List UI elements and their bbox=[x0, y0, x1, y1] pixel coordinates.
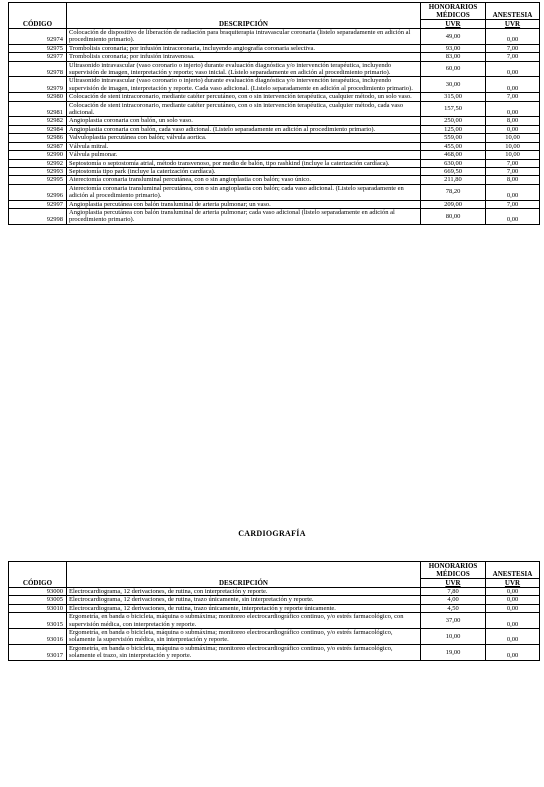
anestesia-cell: 0,00 bbox=[486, 596, 540, 604]
description-cell: Angioplastia percutánea con balón transluminal de arteria pulmonar; un vaso. bbox=[67, 200, 421, 208]
anestesia-cell: 10,00 bbox=[486, 151, 540, 159]
anestesia-cell: 0,00 bbox=[486, 629, 540, 645]
honorarios-cell: 80,00 bbox=[421, 208, 486, 224]
description-cell: Válvula mitral. bbox=[67, 142, 421, 150]
table-row bbox=[9, 142, 540, 150]
anestesia-cell: 8,00 bbox=[486, 176, 540, 184]
table-row bbox=[9, 125, 540, 133]
code-cell: 93005 bbox=[9, 596, 67, 604]
honorarios-cell: 157,50 bbox=[421, 101, 486, 117]
anestesia-cell: 0,00 bbox=[486, 208, 540, 224]
description-cell: Septostomía o septostomía atrial, método transvenoso, por medio de balón, tipo rashkind (incluye la caterización cardíaca). bbox=[67, 159, 421, 167]
honorarios-cell: 7,80 bbox=[421, 588, 486, 596]
anestesia-cell: 7,00 bbox=[486, 44, 540, 52]
header-anestesia: ANESTESIA bbox=[486, 562, 540, 579]
table-row bbox=[9, 588, 540, 596]
table-row bbox=[9, 644, 540, 660]
code-cell: 93015 bbox=[9, 613, 67, 629]
code-cell: 93017 bbox=[9, 644, 67, 660]
code-cell: 93016 bbox=[9, 629, 67, 645]
table-row bbox=[9, 93, 540, 101]
table-row bbox=[9, 117, 540, 125]
code-cell: 92975 bbox=[9, 44, 67, 52]
description-cell: Trombolisis coronaria; por infusión intracoronaria, incluyendo angiografía coronaria selectiva. bbox=[67, 44, 421, 52]
honorarios-cell: 211,80 bbox=[421, 176, 486, 184]
description-cell: Angioplastia coronaria con balón, cada vaso adicional. (Listelo separadamente en adición al procedimiento primario). bbox=[67, 125, 421, 133]
table-row bbox=[9, 134, 540, 142]
description-cell: Colocación de stent intracoronario, mediante catéter percutáneo, con o sin intervención terapéutica, cualquier método, cada vaso adicional. bbox=[67, 101, 421, 117]
header-uvr-honorarios: UVR bbox=[421, 20, 486, 29]
code-cell: 92982 bbox=[9, 117, 67, 125]
code-cell: 93000 bbox=[9, 588, 67, 596]
table-row bbox=[9, 29, 540, 45]
description-cell: Ergometría, en banda o bicicleta, máquina o submáxima; monitoreo electrocardiográfico continuo, y/o estrés farmacológico, solamente el trazo, sin interpretación y reporte. bbox=[67, 644, 421, 660]
honorarios-cell: 315,00 bbox=[421, 93, 486, 101]
anestesia-cell: 8,00 bbox=[486, 117, 540, 125]
description-cell: Aterectomía coronaria transluminal percutánea, con o sin angioplastia con balón; vaso único. bbox=[67, 176, 421, 184]
description-cell: Aterectomía coronaria transluminal percutánea, con o sin angioplastia con balón; cada vaso adicional. (Listelo separadamente en adición al procedimiento primario). bbox=[67, 184, 421, 200]
honorarios-cell: 78,20 bbox=[421, 184, 486, 200]
honorarios-cell: 4,50 bbox=[421, 604, 486, 612]
anestesia-cell: 0,00 bbox=[486, 613, 540, 629]
code-cell: 92995 bbox=[9, 176, 67, 184]
code-cell: 92990 bbox=[9, 151, 67, 159]
honorarios-cell: 19,00 bbox=[421, 644, 486, 660]
description-cell: Ultrasonido intravascular (vaso coronario o injerto) durante evaluación diagnóstica y/o intervención terapéutica, incluyendo supervisión de imagen, interpretación y reporte. Cada vaso adicional. (Listelo separadamente en adición al procedimiento primario). bbox=[67, 77, 421, 93]
anestesia-cell: 7,00 bbox=[486, 53, 540, 61]
description-cell: Angioplastia percutánea con balón transluminal de arteria pulmonar; cada vaso adicional (listelo separadamente en adición al procedimiento primario). bbox=[67, 208, 421, 224]
description-cell: Ergometría, en banda o bicicleta, máquina o submáxima; monitoreo electrocardiográfico continuo, y/o estrés farmacológico, con supervisión médica, con interpretación y reporte. bbox=[67, 613, 421, 629]
fee-table-2 bbox=[8, 561, 540, 661]
description-cell: Trombolisis coronaria; por infusión intravenosa. bbox=[67, 53, 421, 61]
description-cell: Ergometría, en banda o bicicleta, máquina o submáxima; monitoreo electrocardiográfico continuo, y/o estrés farmacológico, solamente la supervisión médica, sin interpretación y reporte. bbox=[67, 629, 421, 645]
table-row bbox=[9, 184, 540, 200]
header-anestesia: ANESTESIA bbox=[486, 3, 540, 20]
table-1-body bbox=[9, 29, 540, 225]
table-row bbox=[9, 53, 540, 61]
table-row bbox=[9, 151, 540, 159]
description-cell: Valvuloplastia percutánea con balón; válvula aortica. bbox=[67, 134, 421, 142]
anestesia-cell: 0,00 bbox=[486, 29, 540, 45]
table-row bbox=[9, 613, 540, 629]
code-cell: 92980 bbox=[9, 93, 67, 101]
description-cell: Electrocardiograma, 12 derivaciones, de rutina, con interpretación y reporte. bbox=[67, 588, 421, 596]
table-row bbox=[9, 629, 540, 645]
table-row bbox=[9, 200, 540, 208]
table-row bbox=[9, 159, 540, 167]
header-uvr-anestesia: UVR bbox=[486, 579, 540, 588]
anestesia-cell: 0,00 bbox=[486, 125, 540, 133]
code-cell: 92981 bbox=[9, 101, 67, 117]
table-row bbox=[9, 77, 540, 93]
honorarios-cell: 60,00 bbox=[421, 61, 486, 77]
header-code: CÓDIGO bbox=[9, 3, 67, 29]
code-cell: 92992 bbox=[9, 159, 67, 167]
honorarios-cell: 37,00 bbox=[421, 613, 486, 629]
header-description: DESCRIPCIÓN bbox=[67, 3, 421, 29]
anestesia-cell: 0,00 bbox=[486, 588, 540, 596]
description-cell: Ultrasonido intravascular (vaso coronario o injerto) durante evaluación diagnóstica y/o intervención terapéutica, incluyendo supervisión de imagen, interpretación y reporte; vaso inicial. (Lístelo separadamente en adición al procedimiento primario). bbox=[67, 61, 421, 77]
code-cell: 92987 bbox=[9, 142, 67, 150]
header-uvr-anestesia: UVR bbox=[486, 20, 540, 29]
code-cell: 92974 bbox=[9, 29, 67, 45]
honorarios-cell: 250,00 bbox=[421, 117, 486, 125]
header-code: CÓDIGO bbox=[9, 562, 67, 588]
fee-table-1 bbox=[8, 2, 540, 225]
honorarios-cell: 93,00 bbox=[421, 44, 486, 52]
table-row bbox=[9, 61, 540, 77]
code-cell: 92978 bbox=[9, 61, 67, 77]
description-cell: Electrocardiograma, 12 derivaciones, de rutina, trazo únicamente, sin interpretación y reporte. bbox=[67, 596, 421, 604]
anestesia-cell: 0,00 bbox=[486, 61, 540, 77]
table-row bbox=[9, 167, 540, 175]
section-title: CARDIOGRAFÍA bbox=[238, 529, 306, 538]
anestesia-cell: 7,00 bbox=[486, 93, 540, 101]
honorarios-cell: 209,00 bbox=[421, 200, 486, 208]
description-cell: Válvula pulmonar. bbox=[67, 151, 421, 159]
honorarios-cell: 30,00 bbox=[421, 77, 486, 93]
code-cell: 92984 bbox=[9, 125, 67, 133]
honorarios-cell: 10,00 bbox=[421, 629, 486, 645]
table-row bbox=[9, 208, 540, 224]
description-cell: Septostomía tipo park (incluye la caterización cardíaca). bbox=[67, 167, 421, 175]
honorarios-cell: 49,00 bbox=[421, 29, 486, 45]
honorarios-cell: 125,00 bbox=[421, 125, 486, 133]
header-uvr-honorarios: UVR bbox=[421, 579, 486, 588]
code-cell: 92986 bbox=[9, 134, 67, 142]
honorarios-cell: 559,00 bbox=[421, 134, 486, 142]
description-cell: Angioplastia coronaria con balón, un solo vaso. bbox=[67, 117, 421, 125]
anestesia-cell: 0,00 bbox=[486, 184, 540, 200]
anestesia-cell: 10,00 bbox=[486, 134, 540, 142]
anestesia-cell: 10,00 bbox=[486, 142, 540, 150]
anestesia-cell: 0,00 bbox=[486, 101, 540, 117]
code-cell: 92996 bbox=[9, 184, 67, 200]
code-cell: 92977 bbox=[9, 53, 67, 61]
honorarios-cell: 4,00 bbox=[421, 596, 486, 604]
code-cell: 92979 bbox=[9, 77, 67, 93]
honorarios-cell: 468,00 bbox=[421, 151, 486, 159]
honorarios-cell: 83,00 bbox=[421, 53, 486, 61]
description-cell: Colocación de stent intracoronario, mediante catéter percutáneo, con o sin intervención terapéutica, cualquier método, un solo vaso. bbox=[67, 93, 421, 101]
table-2-body bbox=[9, 588, 540, 661]
honorarios-cell: 669,50 bbox=[421, 167, 486, 175]
description-cell: Electrocardiograma, 12 derivaciones, de rutina, trazo únicamente, interpretación y reporte únicamente. bbox=[67, 604, 421, 612]
anestesia-cell: 7,00 bbox=[486, 159, 540, 167]
anestesia-cell: 7,00 bbox=[486, 167, 540, 175]
table-row bbox=[9, 596, 540, 604]
header-description: DESCRIPCIÓN bbox=[67, 562, 421, 588]
header-honorarios: HONORARIOS MÉDICOS bbox=[421, 3, 486, 20]
code-cell: 92998 bbox=[9, 208, 67, 224]
honorarios-cell: 455,00 bbox=[421, 142, 486, 150]
honorarios-cell: 630,00 bbox=[421, 159, 486, 167]
header-honorarios: HONORARIOS MÉDICOS bbox=[421, 562, 486, 579]
anestesia-cell: 0,00 bbox=[486, 77, 540, 93]
code-cell: 92997 bbox=[9, 200, 67, 208]
table-row bbox=[9, 604, 540, 612]
table-row bbox=[9, 44, 540, 52]
anestesia-cell: 7,00 bbox=[486, 200, 540, 208]
anestesia-cell: 0,00 bbox=[486, 644, 540, 660]
code-cell: 92993 bbox=[9, 167, 67, 175]
table-row bbox=[9, 101, 540, 117]
anestesia-cell: 0,00 bbox=[486, 604, 540, 612]
code-cell: 93010 bbox=[9, 604, 67, 612]
table-row bbox=[9, 176, 540, 184]
description-cell: Colocación de dispositivo de liberación de radiación para braquiterapia intravascular coronaria (listelo separadamente en adición al procedimiento primario). bbox=[67, 29, 421, 45]
